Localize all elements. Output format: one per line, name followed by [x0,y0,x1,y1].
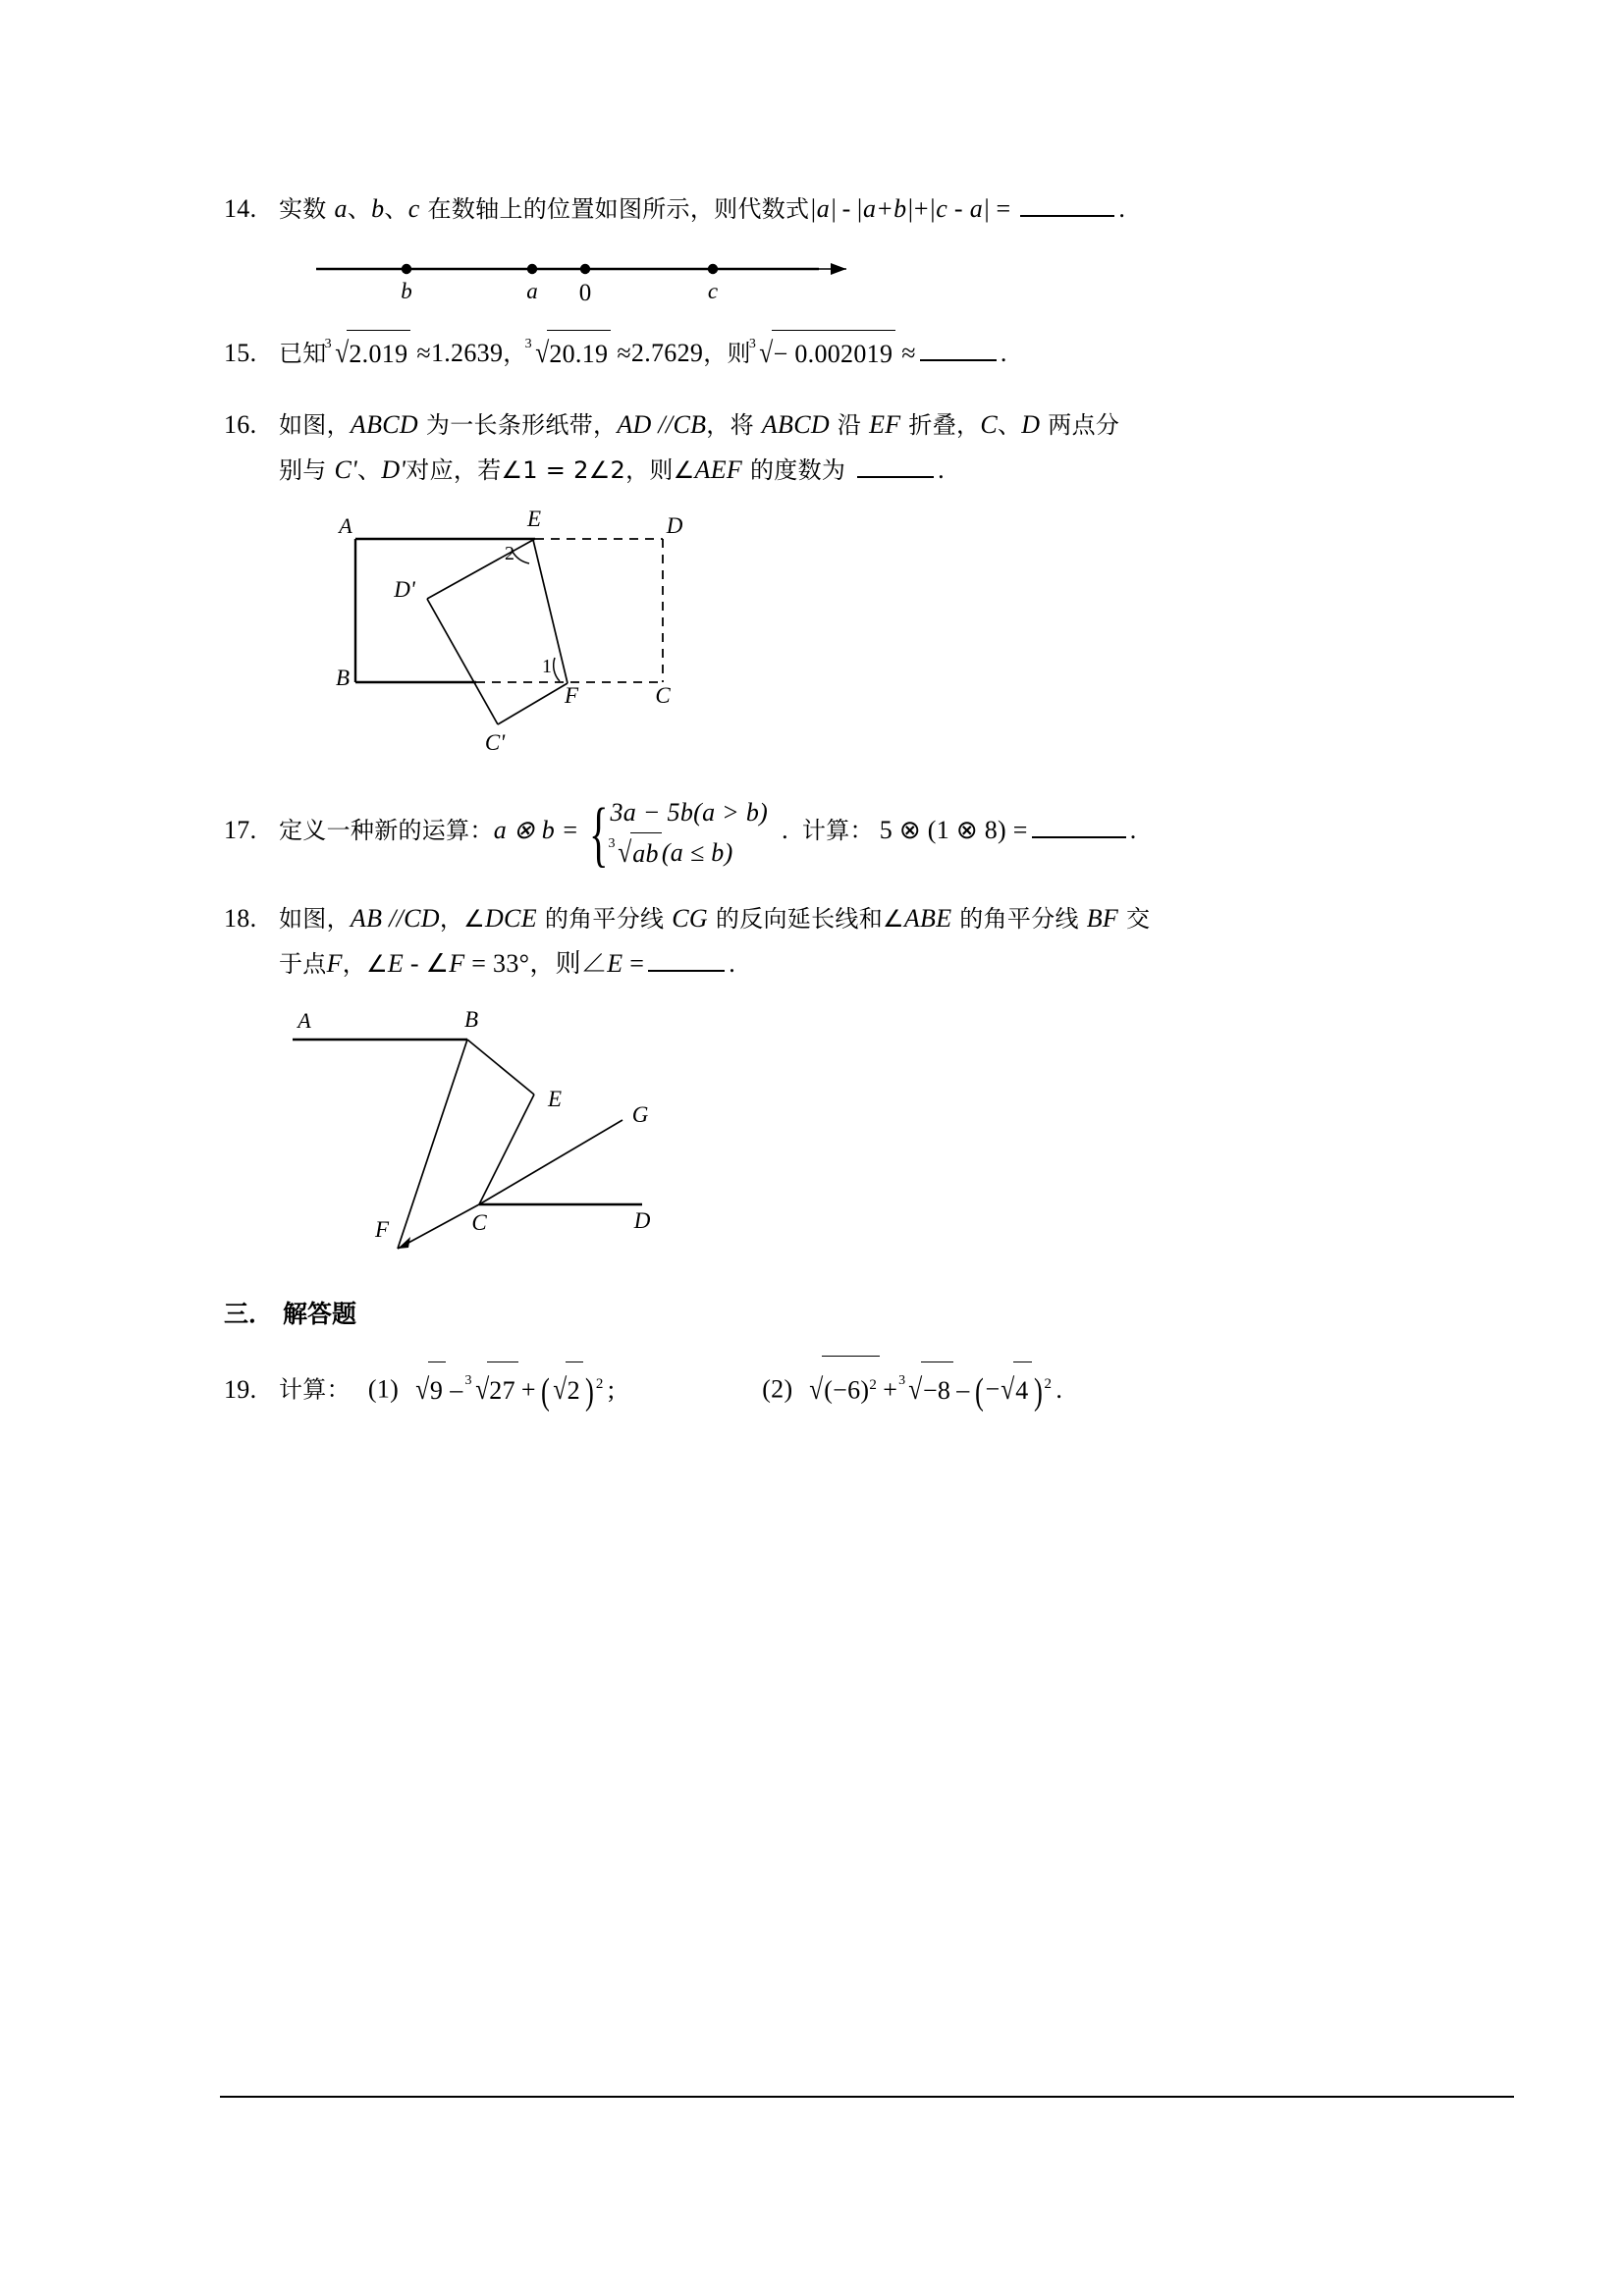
q18-cd: CD [404,904,440,934]
q17-index: 3 [608,836,616,852]
q16-point-d: D [1021,410,1041,439]
section-title: 解答题 [283,1300,357,1329]
q19-p1-power: 2 [595,1376,604,1393]
q19-p2-power: 2 [1044,1376,1053,1393]
q17-calc-expr: 5 ⊗ (1 ⊗ 8) = [879,816,1028,844]
question-16-line-1 [224,402,1402,448]
q19-p2-plus: + [883,1375,898,1405]
q19-p1-index: 3 [464,1373,472,1389]
q16-t3: ，将 [706,411,762,439]
q19-p1-radicand-9: 9 [428,1362,446,1418]
section-heading [224,1295,1402,1330]
q15-radicand-1: 2.019 [347,330,410,377]
q18-answer-blank[interactable] [648,948,725,972]
q17-cube-root [610,832,661,875]
q16-end-punct: . [938,455,945,484]
radical-sign-icon: √ [809,1373,824,1407]
q19-p1-sqrt-9 [414,1362,446,1418]
q15-cube-root-3 [748,330,895,377]
q19-part-2-marker: (2) [762,1375,793,1405]
q18-t4: 的反向延长线和∠ [707,905,904,934]
left-paren-icon: ( [540,1371,550,1414]
q14-abs-c-minus-a: |c - a| [928,194,991,223]
q14-equals: = [996,194,1011,223]
q16-t1: 如图， [279,411,351,439]
q16-label-angle-1: 1 [542,656,552,677]
q18-t1: 如图， [279,905,351,934]
q18-t6: 交 [1118,905,1151,934]
q19-p2-radicand: (−6) [824,1376,870,1406]
q18-angle-e: E [387,949,405,979]
q16-point-d-prime: D' [381,455,406,484]
q18-t9: = [622,949,645,979]
q16-t9: 、 [357,456,382,484]
radical-sign-icon: √ [553,1373,568,1407]
radical-sign-icon: √ [618,836,632,870]
q16-label-C: C [655,683,671,708]
q16-cb: CB [673,410,707,439]
q18-ab: AB [350,904,383,934]
number-line-label-zero: 0 [578,280,592,306]
q15-end-punct: . [1000,339,1007,367]
q18-minus: - ∠ [404,949,450,979]
q18-end-punct: . [729,949,735,979]
radical-sign-icon: √ [334,337,350,369]
q18-label-E: E [547,1087,563,1112]
page-content [224,187,1402,1422]
q15-then: ，则 [703,340,751,367]
q18-label-A: A [298,1008,311,1034]
q16-ef: EF [869,410,901,439]
q18-t2: ，∠ [439,905,485,934]
q16-abcd-2: ABCD [761,410,830,439]
q16-label-angle-2: 2 [505,543,514,564]
q17-answer-blank[interactable] [1032,815,1126,838]
q19-p2-radicand-wrap [822,1356,880,1418]
q18-label-D: D [633,1208,651,1234]
question-17-number: 17. [224,816,257,844]
q18-angle-f: F [449,949,465,979]
q16-t2: 为一长条形纸带， [418,411,618,439]
footer-divider [220,2096,1514,2098]
q16-t11: 的度数为 [742,456,854,484]
question-14-number: 14. [224,194,257,223]
q15-answer-blank[interactable] [920,338,997,361]
question-15-text [224,330,1402,377]
q18-t8: ，∠ [342,950,388,979]
q18-label-B: B [463,1007,479,1033]
q17-case-1: 3a − 5b(a > b) [610,798,769,828]
q17-case-2-condition: (a ≤ b) [661,838,733,868]
q17-calc-label: 计算： [801,817,874,844]
q15-index-2: 3 [524,337,532,351]
question-16-number: 16. [224,410,257,439]
q14-plus: + [913,194,929,223]
q15-cube-root-2 [524,330,612,377]
question-18-line-1 [224,896,1402,941]
left-brace-icon: { [588,793,609,875]
q19-p2-end: . [1055,1375,1063,1405]
point-zero-dot [580,264,590,274]
radical-sign-icon: √ [759,337,774,369]
q14-sep-2: 、 [384,195,408,223]
q19-p2-cbrt-neg8 [900,1362,953,1418]
question-17 [224,788,1402,875]
question-16-line-2 [224,448,1402,493]
q14-var-b: b [371,194,385,223]
q16-label-A: A [339,513,352,538]
q19-p2-minus: – [956,1375,970,1405]
q14-text-b: 在数轴上的位置如图所示，则代数式 [419,195,810,223]
q18-label-G: G [631,1102,649,1128]
q15-radicand-3: − 0.002019 [772,330,896,377]
q17-mid-punct: . [782,816,788,844]
q14-abs-a-plus-b: |a+b| [855,194,914,223]
q18-angle-bisector-figure [261,996,1402,1261]
q18-bf: BF [1086,904,1119,934]
q15-comma-1: ， [503,340,527,367]
q16-answer-blank[interactable] [857,454,934,478]
q16-label-D: D [666,513,683,538]
q17-piecewise [581,790,768,876]
right-paren-icon: ) [1033,1371,1043,1414]
q16-point-c: C [980,410,998,439]
q14-text-a: 实数 [279,195,335,223]
q16-t5: 折叠， [900,411,981,439]
q19-p2-radicand-4: 4 [1013,1362,1031,1418]
q14-var-c: c [407,194,420,223]
q15-approx-3: ≈ [901,339,916,367]
question-15 [224,330,1402,377]
q16-ad: AD [617,410,652,439]
q18-angle-abe: ABE [903,904,952,934]
question-19-number: 19. [224,1375,257,1405]
question-14 [224,187,1402,312]
q16-angle-aef: AEF [694,455,743,484]
q16-t8: 别与 [279,456,335,484]
point-c-dot [708,264,718,274]
radical-sign-icon: √ [908,1373,923,1407]
q19-p1-radicand-27: 27 [487,1362,518,1418]
number-line-label-a: a [526,279,538,303]
q19-p2-sqrt-neg6sq [808,1356,880,1418]
q15-radicand-2: 20.19 [547,330,611,377]
q17-case-2 [610,832,768,875]
q16-t10: 对应，若∠1 = 2∠2，则∠ [406,456,695,484]
q18-parallel-symbol: // [382,904,405,934]
q19-p2-neg-sign: − [985,1375,1001,1405]
q19-part-1-marker: (1) [367,1375,400,1405]
q17-radicand: ab [630,832,662,874]
q19-p1-end: ; [607,1375,616,1405]
q17-lead: 定义一种新的运算： [279,817,494,844]
q16-t6: 、 [997,411,1022,439]
question-18-line-2 [224,941,1402,987]
q16-label-B: B [335,666,351,690]
q16-t7: 两点分 [1040,411,1120,439]
q16-point-c-prime: C' [334,455,358,484]
q15-lead: 已知 [279,340,327,367]
q18-t7: 于点 [279,950,327,979]
q14-number-line-figure [308,236,1402,312]
q18-label-C: C [471,1210,487,1236]
left-paren-icon: ( [974,1371,984,1414]
q16-label-C-prime: C' [484,730,506,755]
q19-p2-radicand-neg8: −8 [921,1362,953,1418]
q16-label-F: F [564,683,579,708]
question-19 [224,1356,1402,1418]
q18-equation: = 33°，则∠ [464,949,608,979]
radical-sign-icon: √ [534,337,550,369]
q14-answer-blank[interactable] [1020,193,1114,217]
q19-p1-plus: + [520,1375,536,1405]
question-18-number: 18. [224,904,257,934]
radical-sign-icon: √ [415,1373,430,1407]
question-19-text [224,1356,1402,1418]
q18-cg: CG [672,904,708,934]
q18-label-F: F [374,1217,390,1243]
q15-approx-2: ≈2.7629 [617,339,704,367]
radical-sign-icon: √ [474,1373,490,1407]
q19-label: 计算： [279,1376,351,1405]
q18-angle-e-2: E [607,949,623,979]
point-b-dot [402,264,411,274]
q14-end-punct: . [1118,194,1126,223]
q16-t4: 沿 [829,411,870,439]
q15-cube-root-1 [324,330,411,377]
q19-p1-radicand-2: 2 [566,1362,583,1418]
q19-p2-sqrt-4 [1000,1362,1031,1418]
number-line-svg [308,236,858,312]
question-17-text [224,788,1402,875]
q16-label-D-prime: D' [394,577,415,602]
point-a-dot [527,264,537,274]
number-line-label-c: c [707,279,719,303]
q17-end-punct: . [1129,816,1137,844]
q15-index-1: 3 [324,337,332,351]
q19-p1-sqrt-2 [552,1362,583,1418]
q19-p2-radicand-power: 2 [869,1377,878,1394]
right-paren-icon: ) [584,1371,594,1414]
question-18 [224,896,1402,1261]
q14-abs-a: |a| [809,194,838,223]
q18-point-f: F [326,949,343,979]
q17-cases [610,793,768,875]
q19-p1-cbrt-27 [464,1362,518,1418]
question-16 [224,402,1402,761]
q17-operation-lhs: a ⊗ b = [493,816,579,844]
q14-sep-1: 、 [347,195,372,223]
question-14-text [224,187,1402,232]
question-15-number: 15. [224,339,257,367]
q19-p1-minus: – [450,1375,463,1405]
q15-approx-1: ≈1.2639 [416,339,504,367]
q19-p2-index: 3 [898,1373,906,1389]
q18-angle-dce: DCE [484,904,537,934]
q16-abcd-1: ABCD [350,410,418,439]
q14-var-a: a [334,194,348,223]
folded-strip-svg [287,501,709,761]
radical-sign-icon: √ [1001,1373,1015,1407]
section-number: 三． [224,1300,274,1329]
q14-minus: - [841,194,851,223]
angle-bisector-svg [261,996,693,1261]
q16-folded-strip-figure [287,501,1402,761]
q16-parallel-symbol: // [651,410,674,439]
q18-t3: 的角平分线 [536,905,673,934]
q18-t5: 的角平分线 [951,905,1087,934]
q16-label-E: E [526,507,542,531]
number-line-label-b: b [401,279,412,303]
q15-index-3: 3 [748,337,757,351]
